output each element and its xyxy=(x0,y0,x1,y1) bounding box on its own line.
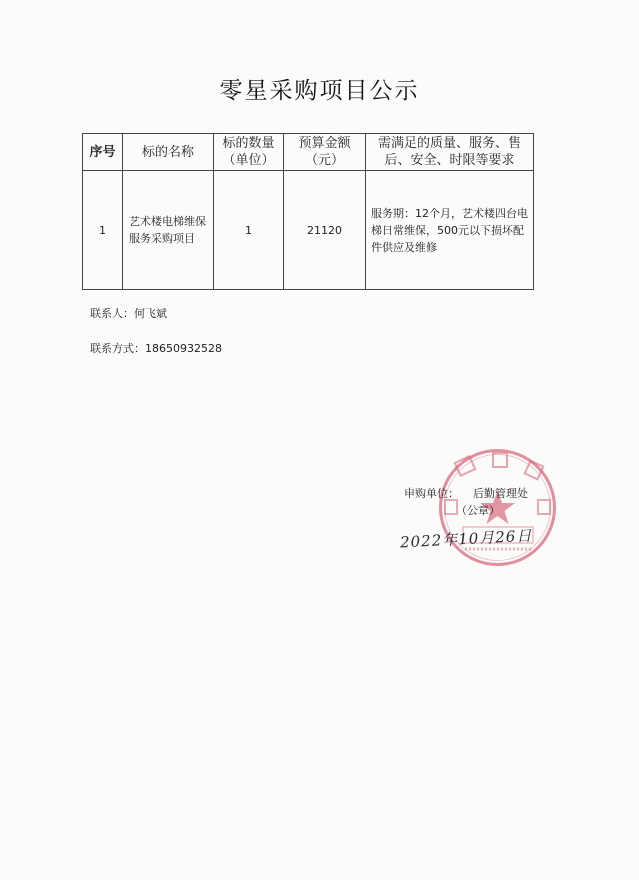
applicant-unit-label: 申购单位： xyxy=(404,487,459,500)
contact-phone-number: 18650932528 xyxy=(145,342,222,355)
page-title: 零星采购项目公示 xyxy=(219,78,420,104)
cell-budget: 21120 xyxy=(284,171,366,290)
header-requirements: 需满足的质量、服务、售后、安全、时限等要求 xyxy=(366,134,534,171)
applicant-unit-name: 后勤管理处 xyxy=(473,487,528,500)
header-quantity: 标的数量（单位） xyxy=(214,134,284,171)
header-seq: 序号 xyxy=(83,134,123,171)
procurement-table xyxy=(82,133,534,290)
applicant-unit xyxy=(404,485,528,501)
cell-quantity: 1 xyxy=(214,171,284,290)
cell-seq: 1 xyxy=(83,171,123,290)
cell-name: 艺术楼电梯维保服务采购项目 xyxy=(123,171,214,290)
cell-requirements: 服务期：12个月，艺术楼四台电梯日常维保，500元以下损坏配件供应及维修 xyxy=(366,171,534,290)
header-budget: 预算金额（元） xyxy=(284,134,366,171)
contact-phone xyxy=(90,340,222,356)
contact-person-label: 联系人： xyxy=(90,307,134,320)
table-header-row xyxy=(83,134,534,171)
contact-phone-label: 联系方式： xyxy=(90,342,145,355)
table-row xyxy=(83,171,534,290)
handwritten-date: 2022年10月26日 xyxy=(399,526,533,552)
header-name: 标的名称 xyxy=(123,134,214,171)
contact-person-name: 何飞斌 xyxy=(134,307,167,320)
contact-person xyxy=(90,305,167,321)
seal-note: （公章） xyxy=(456,504,500,517)
